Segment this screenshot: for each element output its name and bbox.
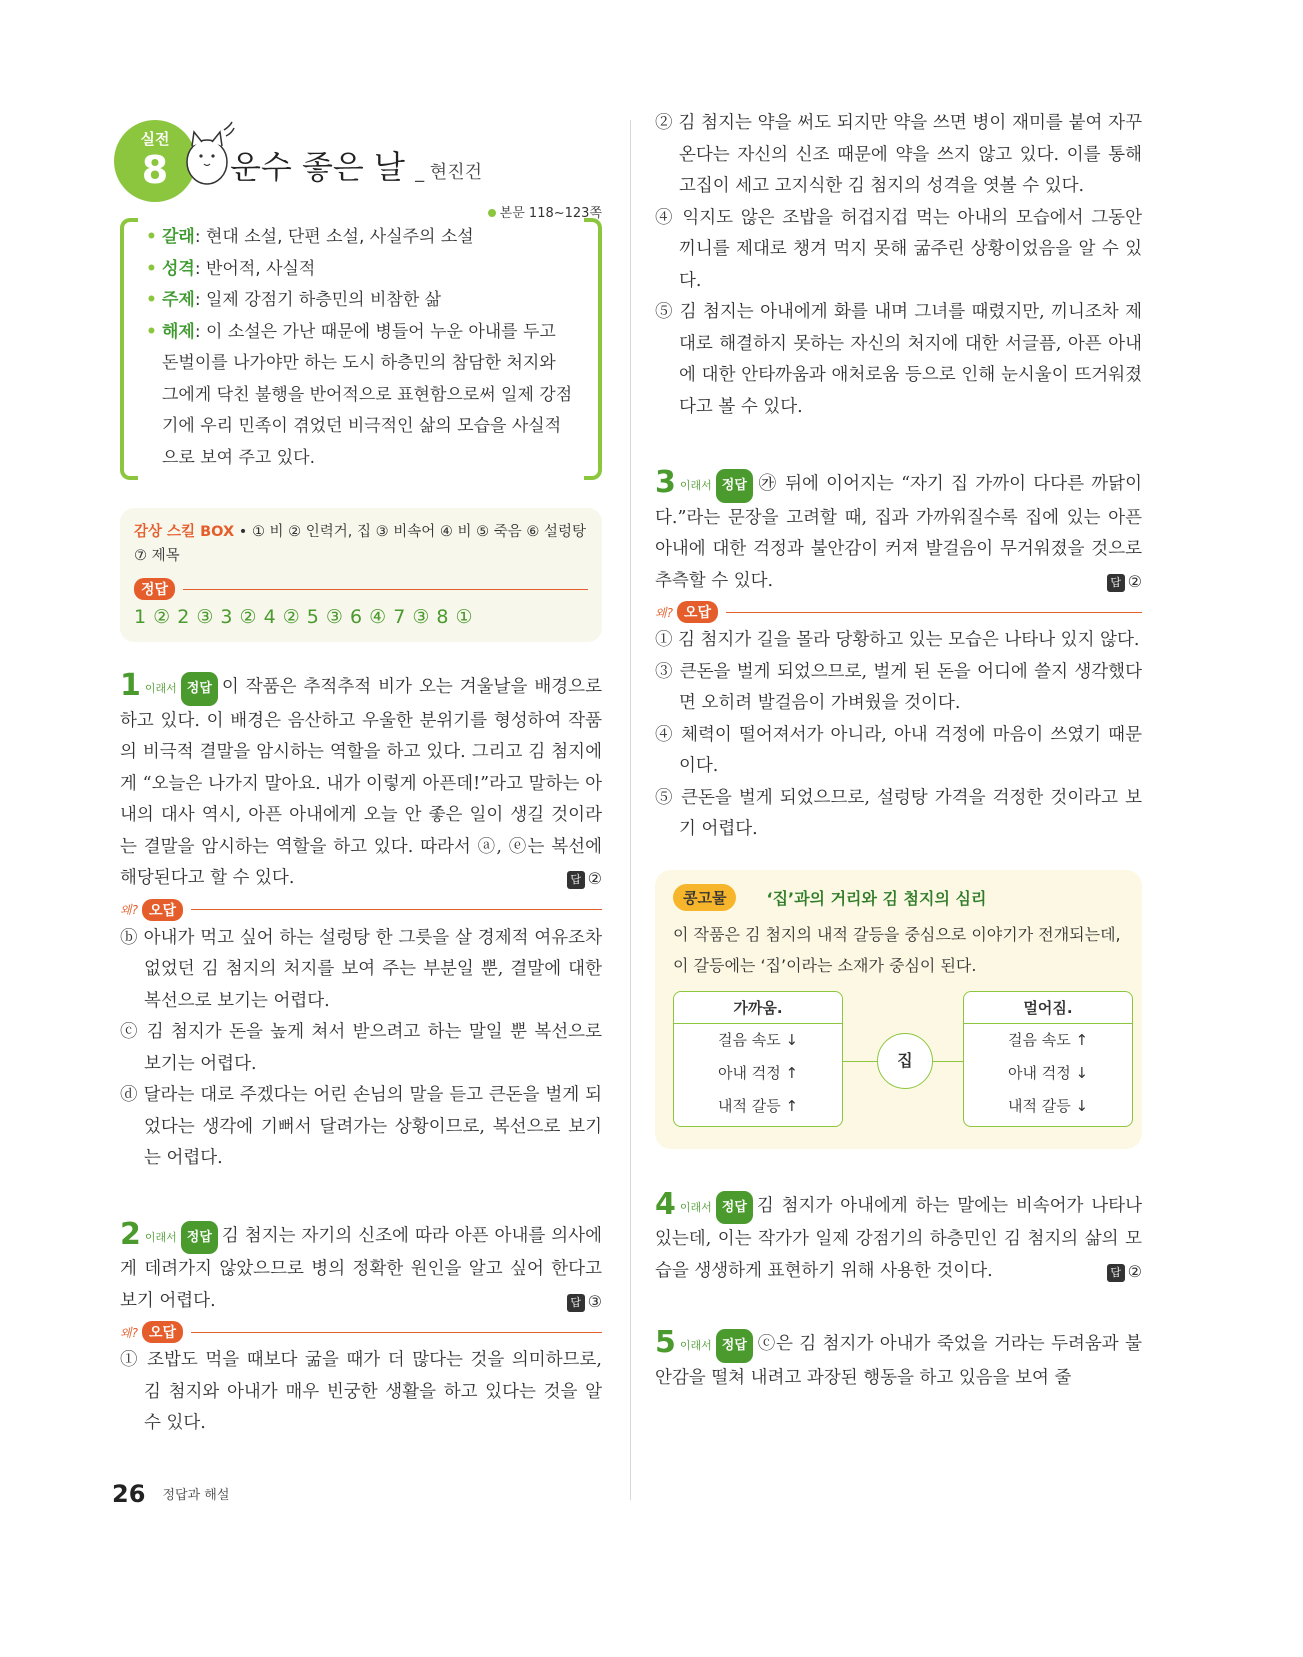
wrong-item: ③ 큰돈을 벌게 되었으므로, 벌게 된 돈을 어디에 쓸지 생각했다면 오히려 발걸음이 가벼웠을 것이다. bbox=[655, 661, 1142, 713]
explain-label: 이래서 bbox=[679, 1339, 712, 1352]
tip-header bbox=[673, 884, 1124, 911]
tip-title: ‘집’과의 거리와 김 첨지의 심리 bbox=[766, 888, 987, 908]
info-label: 갈래 bbox=[162, 227, 195, 247]
info-text: : 일제 강점기 하층민의 비참한 삶 bbox=[194, 290, 442, 310]
wrong-item: ⓓ 달라는 대로 주겠다는 어린 손님의 말을 듣고 큰돈을 벌게 되었다는 생각에 기뻐서 달려가는 상황이므로, 복선으로 보기는 어렵다. bbox=[120, 1085, 602, 1168]
question-3-explanation bbox=[655, 467, 1142, 597]
story-title: 운수 좋은 날 bbox=[230, 148, 405, 186]
answer-value: ③ bbox=[587, 1291, 602, 1311]
bullet: • bbox=[146, 321, 157, 342]
cat-icon bbox=[180, 120, 235, 190]
wrong-item: ④ 체력이 떨어져서가 아니라, 아내 걱정에 마음이 쓰였기 때문이다. bbox=[655, 724, 1142, 776]
wrong-header bbox=[120, 1321, 602, 1343]
question-2 bbox=[120, 1216, 602, 1440]
wrong-item: ① 조밥도 먹을 때보다 굶을 때가 더 많다는 것을 의미하므로, 김 첨지와 아내가 매우 빈궁한 생활을 하고 있다는 것을 알 수 있다. bbox=[120, 1350, 602, 1433]
answer-value: ② bbox=[1127, 571, 1142, 591]
question-5 bbox=[655, 1327, 1142, 1394]
answer-box-icon: 답 bbox=[567, 1294, 585, 1312]
explanation-text: 김 첨지가 아내에게 하는 말에는 비속어가 나타나 있는데, 이는 작가가 일제 강점기의 하층민인 김 첨지의 삶의 모습을 생생하게 표현하기 위해 사용한 것이다. bbox=[655, 1195, 1142, 1281]
wrong-item: ⓒ 김 첨지가 돈을 높게 쳐서 받으려고 하는 말일 뿐 복선으로 보기는 어렵다. bbox=[120, 1022, 602, 1074]
connector-line bbox=[843, 1061, 877, 1063]
info-label: 주제 bbox=[162, 290, 195, 310]
near-row: 아내 걱정 ↑ bbox=[717, 1063, 799, 1082]
answer-value: ② bbox=[587, 869, 602, 888]
info-row-genre bbox=[146, 222, 574, 254]
info-row-commentary bbox=[146, 317, 574, 475]
bullet: • bbox=[146, 227, 157, 247]
question-number: 5 bbox=[655, 1325, 676, 1360]
far-row: 걸음 속도 ↑ bbox=[1007, 1030, 1089, 1049]
wrong-item: ⓑ 아내가 먹고 싶어 하는 설렁탕 한 그릇을 살 경제적 여유조차 없었던 김 첨지의 처지를 보여 주는 부분일 뿐, 결말에 대한 복선으로 보기는 어렵다. bbox=[120, 927, 602, 1011]
wrong-item: ④ 익지도 않은 조밥을 허겁지겁 먹는 아내의 모습에서 그동안 끼니를 제대로 챙겨 먹지 못해 굶주린 상황이었음을 알 수 있다. bbox=[655, 207, 1142, 291]
bullet: • bbox=[146, 258, 157, 279]
answer-mark bbox=[567, 863, 602, 895]
answer-label: 정답 bbox=[134, 578, 175, 600]
skill-text: • ① 비 ② 인력거, 집 ③ 비속어 ④ 비 ⑤ 죽음 ⑥ 설렁탕 ⑦ 제목 bbox=[134, 524, 586, 564]
question-number: 3 bbox=[655, 465, 676, 500]
answer-box-icon: 답 bbox=[1107, 1264, 1125, 1282]
why-label: 왜? bbox=[120, 1325, 138, 1340]
explain-label: 이래서 bbox=[679, 1200, 712, 1214]
question-5-explanation bbox=[655, 1327, 1142, 1394]
wrong-item: ① 김 첨지가 길을 몰라 당황하고 있는 모습은 나타나 있지 않다. bbox=[655, 630, 1140, 650]
info-text: : 현대 소설, 단편 소설, 사실주의 소설 bbox=[194, 227, 474, 247]
question-1 bbox=[120, 670, 602, 1175]
explain-label: 이래서 bbox=[679, 479, 712, 492]
explanation-text: 김 첨지는 자기의 신조에 따라 아픈 아내를 의사에게 데려가지 않았으므로 병의 정확한 원인을 알고 싶어 한다고 보기 어렵다. bbox=[120, 1225, 602, 1311]
page-number: 26 bbox=[112, 1480, 146, 1508]
badge-label: 실전 bbox=[140, 130, 170, 148]
wrong-badge: 오답 bbox=[142, 1321, 183, 1343]
work-info-box bbox=[120, 218, 602, 480]
tip-badge: 콩고물 bbox=[673, 884, 736, 911]
far-box bbox=[963, 991, 1133, 1127]
answer-header bbox=[134, 578, 588, 600]
near-box bbox=[673, 991, 843, 1127]
correct-badge: 정답 bbox=[716, 1329, 753, 1363]
question-number: 4 bbox=[655, 1186, 676, 1222]
explanation-text: 이 작품은 추적추적 비가 오는 겨울날을 배경으로 하고 있다. 이 배경은 음산하고 우울한 분위기를 형성하여 작품의 비극적 결말을 암시하는 역할을 하고 있다. 그리고 김 첨지에게 “오늘은 나가지 말아요. 내가 이렇게 아픈데!”라고 말하는 아내의 대사 역시, 아픈 아내에게 오늘 안 좋은 일이 생길 것이라는 결말을 암시하는 역할을 하고 있다. 따라서 ⓐ, ⓔ는 복선에 해당된다고 할 수 있다. bbox=[120, 677, 602, 888]
divider-line bbox=[183, 589, 588, 590]
info-label: 성격 bbox=[162, 258, 195, 279]
near-row: 걸음 속도 ↓ bbox=[717, 1030, 799, 1049]
answer-mark bbox=[1107, 1256, 1142, 1288]
question-number: 2 bbox=[120, 1216, 141, 1252]
badge-number: 8 bbox=[141, 148, 169, 192]
question-3 bbox=[655, 467, 1142, 846]
wrong-header bbox=[655, 601, 1142, 623]
explain-label: 이래서 bbox=[144, 1230, 177, 1244]
question-2-explanation bbox=[120, 1216, 602, 1318]
skill-title: 감상 스킬 BOX bbox=[134, 524, 235, 540]
wrong-item: ⑤ 큰돈을 벌게 되었으므로, 설렁탕 가격을 걱정한 것이라고 보기 어렵다. bbox=[655, 787, 1142, 839]
divider-line bbox=[726, 612, 1142, 613]
question-4 bbox=[655, 1186, 1142, 1288]
divider-line bbox=[191, 1332, 602, 1333]
answer-value: ② bbox=[1127, 1261, 1142, 1281]
distance-diagram bbox=[673, 991, 1124, 1131]
green-dot-icon bbox=[488, 209, 496, 217]
info-text: : 반어적, 사실적 bbox=[194, 258, 316, 279]
tip-box bbox=[655, 870, 1142, 1149]
page-reference-text: 본문 118~123쪽 bbox=[499, 206, 602, 221]
explanation-text: ㉮ 뒤에 이어지는 “자기 집 가까이 다다른 까닭이다.”라는 문장을 고려할 때, 집과 가까워질수록 집에 있는 아픈 아내에 대한 걱정과 불안감이 커져 발걸음이 무거워졌을 것으로 추측할 수 있다. bbox=[655, 474, 1142, 591]
wrong-header bbox=[120, 899, 602, 921]
answer-mark bbox=[567, 1286, 602, 1318]
skill-line bbox=[134, 520, 588, 568]
explanation-text: ⓒ은 김 첨지가 아내가 죽었을 거라는 두려움과 불안감을 떨쳐 내려고 과장된 행동을 하고 있음을 보여 줄 bbox=[655, 1334, 1142, 1388]
home-circle: 집 bbox=[877, 1033, 933, 1089]
left-column bbox=[120, 100, 602, 1440]
skill-box bbox=[120, 508, 602, 642]
far-row: 내적 갈등 ↓ bbox=[1007, 1096, 1089, 1115]
page-title bbox=[230, 142, 482, 188]
near-row: 내적 갈등 ↑ bbox=[717, 1096, 799, 1115]
far-heading: 멀어짐. bbox=[964, 992, 1132, 1024]
answer-box-icon: 답 bbox=[1107, 574, 1125, 592]
question-1-explanation bbox=[120, 670, 602, 895]
why-label: 왜? bbox=[655, 605, 673, 620]
why-label: 왜? bbox=[120, 903, 138, 917]
correct-badge: 정답 bbox=[181, 672, 218, 706]
info-row-nature bbox=[146, 254, 574, 286]
wrong-badge: 오답 bbox=[142, 899, 183, 921]
explain-label: 이래서 bbox=[144, 682, 177, 695]
column-divider bbox=[630, 120, 631, 1500]
near-heading: 가까움. bbox=[674, 992, 842, 1024]
bullet: • bbox=[146, 290, 157, 310]
question-4-explanation bbox=[655, 1186, 1142, 1288]
story-author: _ 현진건 bbox=[415, 162, 482, 183]
footer-label: 정답과 해설 bbox=[162, 1488, 230, 1503]
divider-line bbox=[191, 909, 602, 910]
title-block bbox=[120, 100, 602, 221]
answer-list: 1 ② 2 ③ 3 ② 4 ② 5 ③ 6 ④ 7 ③ 8 ① bbox=[134, 606, 474, 628]
info-row-theme bbox=[146, 285, 574, 317]
answer-box-icon: 답 bbox=[567, 871, 585, 889]
correct-badge: 정답 bbox=[716, 1191, 753, 1225]
info-label: 해제 bbox=[162, 321, 195, 342]
correct-badge: 정답 bbox=[181, 1221, 218, 1255]
answer-mark bbox=[1107, 566, 1142, 598]
wrong-item: ② 김 첨지는 약을 써도 되지만 약을 쓰면 병이 재미를 붙여 자꾸 온다는 자신의 신조 때문에 약을 쓰지 않고 있다. 이를 통해 고집이 세고 고지식한 김 첨지의 성격을 엿볼 수 있다. bbox=[655, 113, 1142, 196]
connector-line bbox=[933, 1061, 963, 1063]
correct-badge: 정답 bbox=[716, 469, 753, 503]
info-text: : 이 소설은 가난 때문에 병들어 누운 아내를 두고 돈벌이를 나가야만 하는 도시 하층민의 참담한 처지와 그에게 닥친 불행을 반어적으로 표현함으로써 일제 강점기에 우리 민족이 겪었던 비극적인 삶의 모습을 사실적으로 보여 주고 있다. bbox=[162, 321, 573, 468]
question-number: 1 bbox=[120, 668, 141, 703]
wrong-badge: 오답 bbox=[677, 601, 718, 623]
page-footer bbox=[112, 1480, 229, 1508]
right-column bbox=[655, 108, 1142, 1394]
wrong-item: ⑤ 김 첨지는 아내에게 화를 내며 그녀를 때렸지만, 끼니조차 제대로 해결하지 못하는 자신의 처지에 대한 서글픔, 아픈 아내에 대한 안타까움과 애처로움 등으로 인해 눈시울이 뜨거워졌다고 볼 수 있다. bbox=[655, 302, 1142, 417]
tip-text: 이 작품은 김 첨지의 내적 갈등을 중심으로 이야기가 전개되는데, 이 갈등에는 ‘집’이라는 소재가 중심이 된다. bbox=[673, 924, 1121, 975]
far-row: 아내 걱정 ↓ bbox=[1007, 1063, 1089, 1082]
